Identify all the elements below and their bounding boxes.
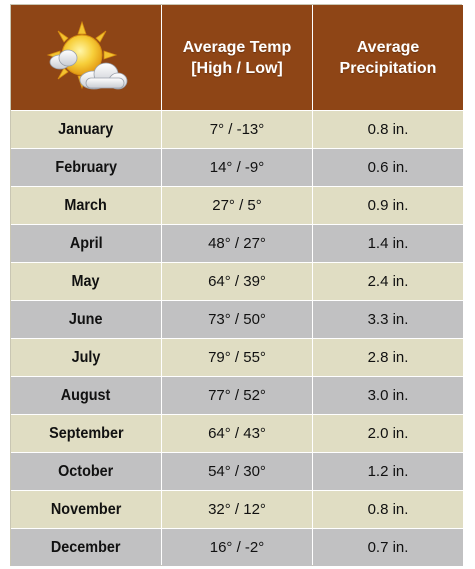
temp-cell: 73° / 50° xyxy=(162,301,312,339)
month-cell xyxy=(11,529,161,567)
header-temp-line2: [High / Low] xyxy=(191,59,283,77)
precip-cell: 0.9 in. xyxy=(313,187,463,225)
temp-cell: 79° / 55° xyxy=(162,339,312,377)
month-cell xyxy=(11,149,161,187)
month-label: June xyxy=(69,310,103,328)
precip-cell: 2.4 in. xyxy=(313,263,463,301)
month-cell xyxy=(11,263,161,301)
temp-cell: 64° / 43° xyxy=(162,415,312,453)
month-cell xyxy=(11,339,161,377)
precip-cell: 0.8 in. xyxy=(313,491,463,529)
month-label: May xyxy=(71,272,101,290)
header-precip xyxy=(313,5,463,111)
precip-cell: 0.8 in. xyxy=(313,111,463,149)
temp-cell: 64° / 39° xyxy=(162,263,312,301)
month-label: April xyxy=(69,234,103,252)
month-label: November xyxy=(50,500,122,518)
header-temp xyxy=(162,5,312,111)
month-label: March xyxy=(64,196,108,214)
month-cell xyxy=(11,415,161,453)
precip-cell: 0.7 in. xyxy=(313,529,463,567)
precip-cell: 2.8 in. xyxy=(313,339,463,377)
temp-cell: 32° / 12° xyxy=(162,491,312,529)
temp-cell: 7° / -13° xyxy=(162,111,312,149)
header-icon-cell xyxy=(11,5,161,111)
header-temp-line1: Average Temp xyxy=(182,38,292,56)
temp-cell: 14° / -9° xyxy=(162,149,312,187)
precip-cell: 3.3 in. xyxy=(313,301,463,339)
temp-cell: 27° / 5° xyxy=(162,187,312,225)
temp-cell: 54° / 30° xyxy=(162,453,312,491)
month-cell xyxy=(11,453,161,491)
precip-cell: 1.2 in. xyxy=(313,453,463,491)
sun-cloud-icon xyxy=(44,18,128,98)
precip-cell: 0.6 in. xyxy=(313,149,463,187)
month-label: January xyxy=(58,120,114,138)
header-precip-line2: Precipitation xyxy=(339,59,437,77)
month-label: October xyxy=(58,462,114,480)
month-label: September xyxy=(48,424,124,442)
header-precip-line1: Average xyxy=(356,38,420,56)
climate-table xyxy=(10,4,462,566)
month-cell xyxy=(11,491,161,529)
month-label: December xyxy=(51,538,121,556)
month-cell xyxy=(11,225,161,263)
month-cell xyxy=(11,301,161,339)
month-label: July xyxy=(71,348,101,366)
temp-cell: 77° / 52° xyxy=(162,377,312,415)
precip-cell: 1.4 in. xyxy=(313,225,463,263)
month-label: February xyxy=(55,158,117,176)
temp-cell: 16° / -2° xyxy=(162,529,312,567)
month-cell xyxy=(11,111,161,149)
temp-cell: 48° / 27° xyxy=(162,225,312,263)
month-cell xyxy=(11,377,161,415)
month-cell xyxy=(11,187,161,225)
month-label: August xyxy=(61,386,111,404)
precip-cell: 3.0 in. xyxy=(313,377,463,415)
precip-cell: 2.0 in. xyxy=(313,415,463,453)
